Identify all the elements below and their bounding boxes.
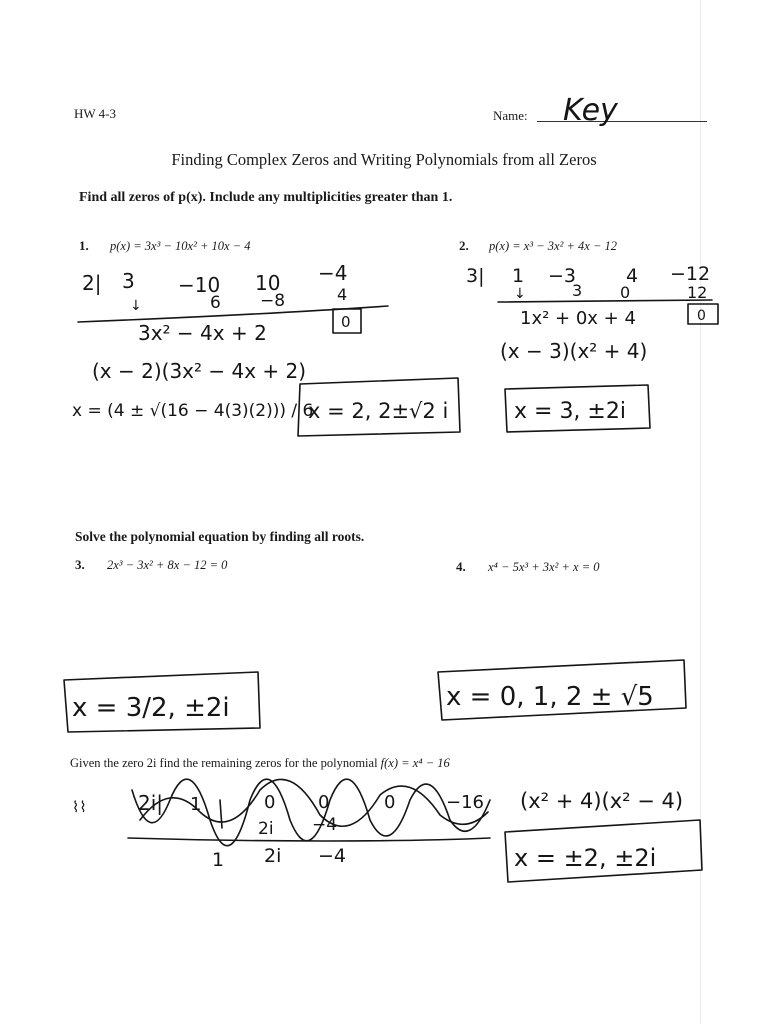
- problem-1-number: 1.: [79, 238, 89, 253]
- p5-mid-2: −4: [312, 815, 338, 835]
- p2-mid-3: 12: [687, 283, 708, 302]
- name-label: Name:: [493, 108, 528, 123]
- p4-answer: x = 0, 1, 2 ± √5: [446, 682, 654, 712]
- p5-coef-1: 1: [190, 794, 202, 815]
- section3-function: f(x) = x⁴ − 16: [380, 756, 450, 770]
- p5-coef-2: 0: [264, 792, 276, 813]
- p1-coef-1: 3: [122, 269, 135, 293]
- problem-3-equation: 2x³ − 3x² + 8x − 12 = 0: [107, 558, 228, 572]
- p2-mid-1: 3: [572, 281, 583, 300]
- p5-bottom-1: 1: [212, 849, 225, 871]
- p1-arrow: ↓: [130, 298, 142, 314]
- p5-scribble: ⌇⌇: [72, 798, 87, 816]
- assignment-label: HW 4-3: [74, 106, 117, 121]
- p1-quotient: 3x² − 4x + 2: [138, 321, 267, 345]
- p2-arrow: ↓: [514, 286, 526, 302]
- p5-coef-5: −16: [446, 792, 484, 813]
- p1-mid-3: 4: [337, 285, 348, 304]
- p2-synthetic-division: [466, 263, 718, 432]
- p2-answer: x = 3, ±2i: [514, 399, 626, 424]
- p5-mid-1: 2i: [258, 819, 274, 839]
- p1-remainder: 0: [341, 313, 351, 331]
- p5-scribble-wave-2: [140, 779, 488, 826]
- worksheet-title: Finding Complex Zeros and Writing Polynomials from all Zeros: [171, 150, 597, 169]
- section3-prompt-text: Given the zero 2i find the remaining zeros for the polynomial: [70, 756, 378, 770]
- problem-2-number: 2.: [459, 238, 469, 253]
- p2-factored: (x − 3)(x² + 4): [500, 339, 648, 363]
- p5-factored: (x² + 4)(x² − 4): [520, 789, 684, 813]
- p2-remainder: 0: [697, 308, 706, 324]
- p1-coef-2: −10: [178, 273, 221, 297]
- p2-coef-1: 1: [512, 265, 525, 287]
- name-line: [537, 121, 707, 122]
- p1-mid-1: 6: [210, 293, 221, 313]
- p1-coef-4: −4: [318, 261, 348, 285]
- p5-answer: x = ±2, ±2i: [514, 844, 657, 872]
- problem-3-number: 3.: [75, 557, 85, 572]
- p5-scribble-wave-1: [132, 779, 490, 846]
- p5-coef-4: 0: [384, 792, 396, 813]
- p4-answer-box: [438, 660, 686, 720]
- p1-synthetic-division: [72, 261, 460, 436]
- p1-coef-3: 10: [255, 271, 281, 295]
- p1-mid-2: −8: [260, 291, 286, 311]
- problem-4-equation: x⁴ − 5x³ + 3x² + x = 0: [488, 560, 600, 574]
- problem-4-number: 4.: [456, 559, 466, 574]
- p1-divisor: 2|: [82, 271, 102, 295]
- p2-coef-4: −12: [670, 263, 711, 285]
- p1-answer: x = 2, 2±√2 i: [308, 399, 449, 423]
- p5-bottom-2: 2i: [264, 845, 282, 867]
- p2-mid-2: 0: [620, 283, 631, 302]
- p5-divisor: 2i|: [138, 791, 164, 815]
- p5-bottom-3: −4: [318, 845, 347, 867]
- name-key-handwriting: Key: [563, 93, 618, 128]
- p1-factored: (x − 2)(3x² − 4x + 2): [92, 359, 307, 383]
- p2-coef-2: −3: [548, 265, 577, 287]
- p3-answer: x = 3/2, ±2i: [72, 693, 230, 723]
- p1-quadratic: x = (4 ± √(16 − 4(3)(2))) / 6: [72, 401, 314, 421]
- p2-divisor: 3|: [466, 265, 485, 287]
- p5-synthetic-division: [72, 779, 702, 882]
- p2-coef-3: 4: [626, 265, 639, 287]
- section1-instruction: Find all zeros of p(x). Include any multiplicities greater than 1.: [79, 190, 453, 205]
- p2-quotient: 1x² + 0x + 4: [520, 308, 636, 329]
- p3-answer-box: [64, 672, 260, 732]
- problem-1-equation: p(x) = 3x³ − 10x² + 10x − 4: [110, 239, 251, 253]
- problem-2-equation: p(x) = x³ − 3x² + 4x − 12: [489, 239, 618, 253]
- p5-coef-3: 0: [318, 792, 330, 813]
- section2-instruction: Solve the polynomial equation by finding all roots.: [75, 529, 365, 544]
- section3-prompt: [70, 756, 450, 771]
